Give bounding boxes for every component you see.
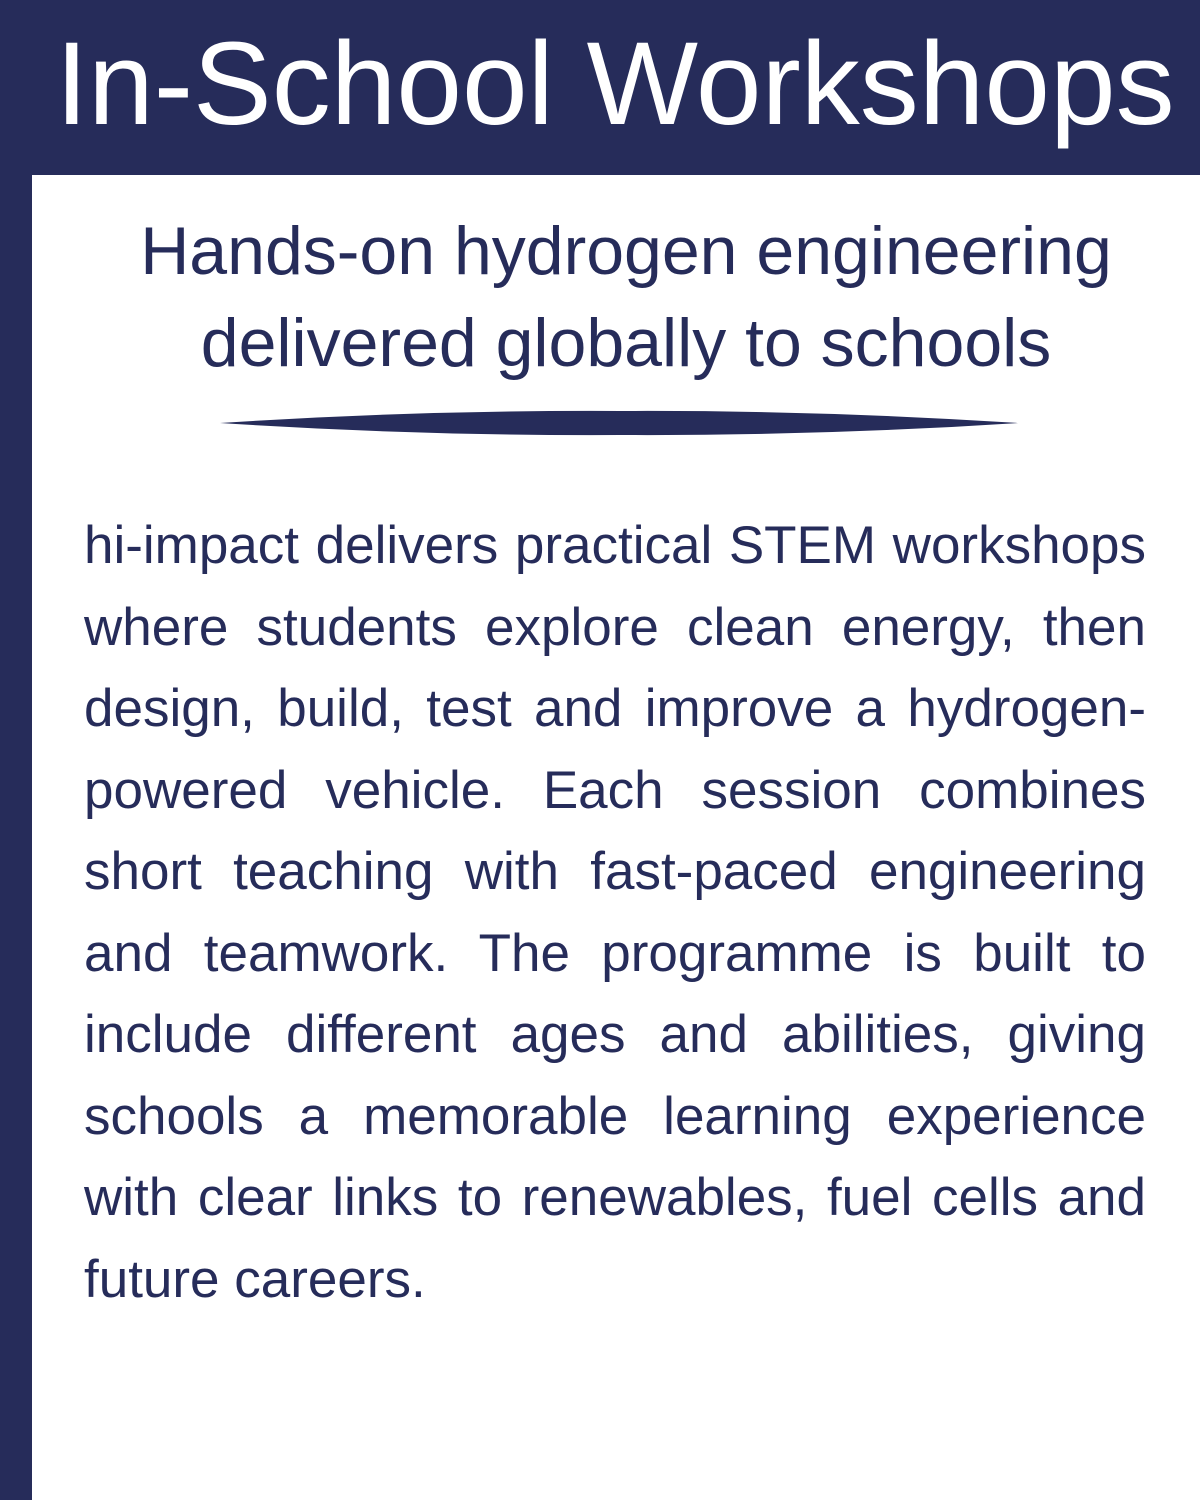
decorative-divider — [220, 410, 1018, 436]
page-title: In-School Workshops — [55, 18, 1175, 150]
subtitle: Hands-on hydrogen engineering delivered globally to schools — [140, 213, 1112, 381]
header-banner — [0, 0, 1200, 175]
content-panel — [32, 175, 1200, 1500]
description-paragraph: hi-impact delivers practical STEM workshops where students explore clean energy, then design, build, test and improve a hydrogen-powered vehicle. Each session combines short teaching with fast-paced engineering and teamwork. The programme is built to include different ages and abilities, giving schools a memorable learning experience with clear links to renewables, fuel cells and future careers. — [84, 516, 1146, 1309]
